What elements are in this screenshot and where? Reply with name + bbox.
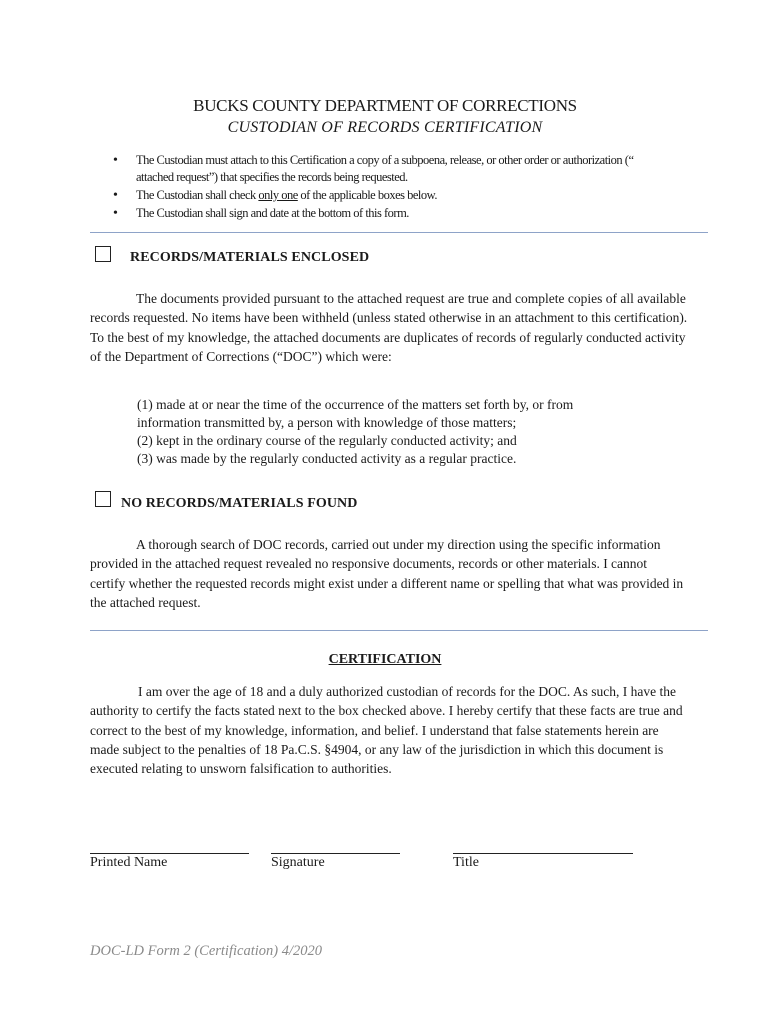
title-label: Title: [453, 855, 479, 870]
form-title: CUSTODIAN OF RECORDS CERTIFICATION: [227, 119, 543, 136]
paragraph-text: I am over the age of 18 and a duly authorized custodian of records for the DOC. As such, I have the authority to certify the facts stated next to the box checked above. I hereby certify that these facts are true and correct to the best of my knowledge, information, and belief. I understand that false statements herein are made subject to the penalties of 18 Pa.C.S. §4904, or any law of the jurisdiction in which this document is executed relating to unsworn falsification to authorities.: [90, 684, 683, 777]
records-enclosed-heading: RECORDS/MATERIALS ENCLOSED: [130, 250, 370, 265]
criteria-line: (3) was made by the regularly conducted activity as a regular practice.: [137, 451, 517, 466]
instructions-list: [113, 152, 673, 222]
paragraph-text: The documents provided pursuant to the attached request are true and complete copies of all available records requested. No items have been withheld (unless stated otherwise in an attachment to this certification). To the best of my knowledge, the attached documents are duplicates of records of regularly conducted activity of the Department of Corrections (“DOC”) which were:: [90, 291, 688, 364]
records-enclosed-checkbox[interactable]: [95, 246, 111, 262]
paragraph-text: A thorough search of DOC records, carried out under my direction using the specific information provided in the attached request revealed no responsive documents, records or other materials. I cannot certify whether the requested records might exist under a different name or spelling that what was provided in the attached request.: [90, 537, 684, 610]
organization-title: BUCKS COUNTY DEPARTMENT OF CORRECTIONS: [193, 96, 577, 115]
divider: [90, 630, 708, 631]
instruction-text: The Custodian shall sign and date at the bottom of this form.: [136, 206, 409, 220]
no-records-found-heading: NO RECORDS/MATERIALS FOUND: [121, 496, 358, 511]
criteria-line: (1) made at or near the time of the occurrence of the matters set forth by, or from: [137, 397, 574, 412]
certification-paragraph: [90, 682, 690, 778]
divider: [90, 232, 708, 233]
signature-label: Signature: [271, 855, 325, 870]
certification-heading: CERTIFICATION: [328, 652, 442, 667]
instruction-item: [113, 187, 673, 204]
criteria-line: information transmitted by, a person with knowledge of those matters;: [137, 415, 517, 430]
printed-name-label: Printed Name: [90, 855, 168, 870]
title-line[interactable]: [453, 853, 633, 854]
no-records-found-checkbox[interactable]: [95, 491, 111, 507]
criteria-line: (2) kept in the ordinary course of the regularly conducted activity; and: [137, 433, 517, 448]
instruction-emphasis: only one: [258, 188, 298, 202]
instruction-text: The Custodian shall check: [136, 188, 259, 202]
instruction-item: [113, 152, 673, 186]
printed-name-line[interactable]: [90, 853, 249, 854]
no-records-found-paragraph: [90, 535, 685, 612]
records-criteria-list: [137, 396, 657, 468]
instruction-text: The Custodian must attach to this Certification a copy of a subpoena, release, or other order or authorization (“ attached request”) that specifies the records being requested.: [136, 153, 634, 184]
instruction-item: [113, 205, 673, 222]
instruction-text: of the applicable boxes below.: [297, 188, 437, 202]
form-identifier-footer: DOC-LD Form 2 (Certification) 4/2020: [90, 943, 322, 959]
records-enclosed-paragraph: [90, 289, 690, 366]
signature-line[interactable]: [271, 853, 400, 854]
